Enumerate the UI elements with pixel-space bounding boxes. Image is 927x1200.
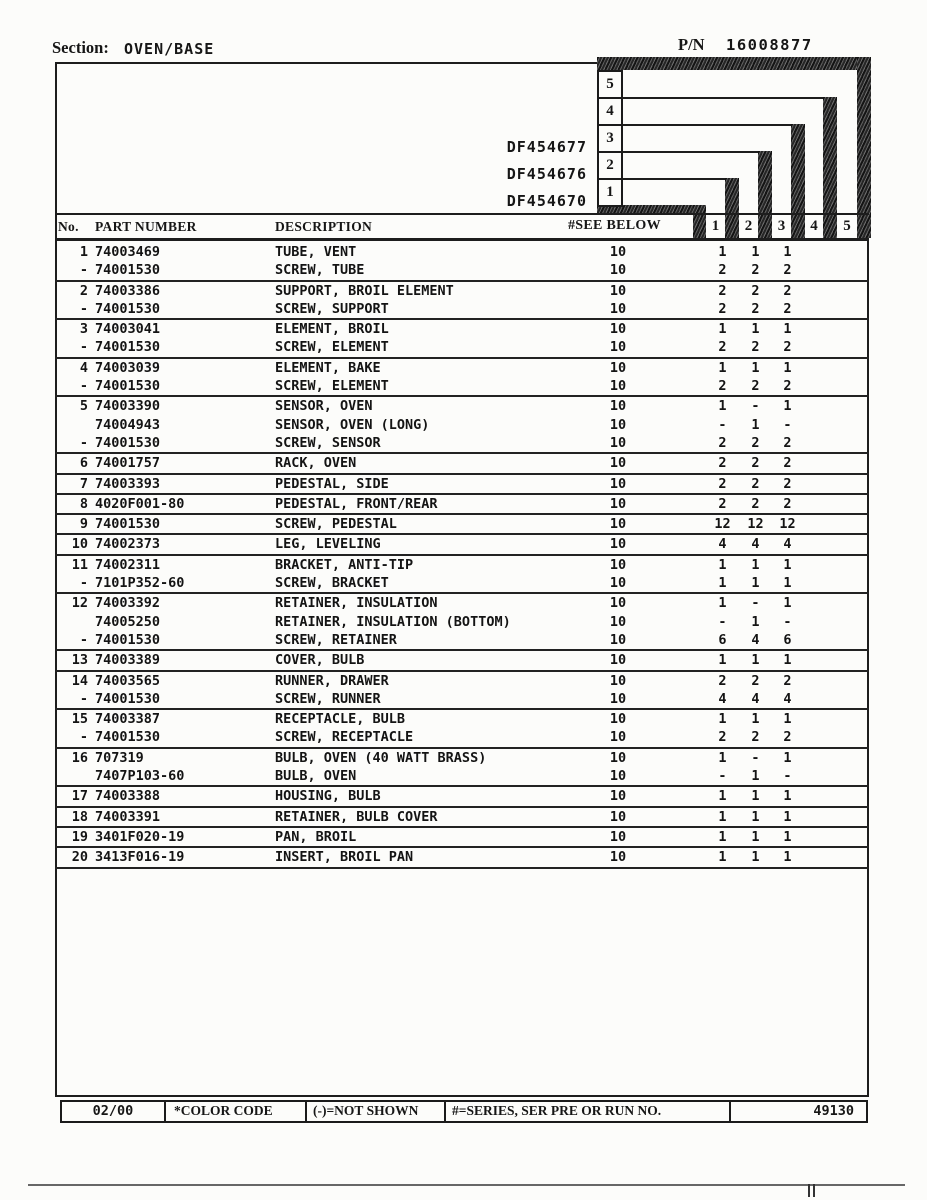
cell-desc: SCREW, BRACKET [275,575,389,592]
table-row [55,828,869,848]
cell-no: - [79,575,88,592]
cell-no: - [79,631,88,648]
table-row [55,454,869,474]
cell-desc: SCREW, RECEPTACLE [275,729,414,746]
cell-q3: 1 [783,849,792,866]
footer-doc-code: 49130 [729,1102,866,1121]
cell-q3: 1 [783,556,792,573]
table-row [55,377,869,397]
cell-desc: BRACKET, ANTI-TIP [275,556,414,573]
cell-desc: HOUSING, BULB [275,788,381,805]
cell-q2: - [751,595,760,612]
section-label: Section: [52,38,109,57]
cell-see: 10 [609,359,627,376]
cell-no: 5 [79,398,88,415]
cell-q2: 1 [751,828,760,845]
cell-no: 15 [71,711,88,728]
table-row [55,359,869,377]
parts-rows [55,243,869,869]
cell-see: 10 [609,556,627,573]
table-row [55,631,869,651]
cell-no: 13 [71,652,88,669]
cell-part: 4020F001-80 [95,495,185,512]
cell-part: 74003039 [95,359,161,376]
cell-q3: 12 [779,516,796,533]
cell-q2: 2 [751,729,760,746]
cell-no: 7 [79,475,88,492]
cell-see: 10 [609,690,627,707]
cell-q2: 2 [751,262,760,279]
cell-see: 10 [609,244,627,260]
cell-part: 74003469 [95,244,161,260]
cell-see: 10 [609,536,627,553]
cell-q2: 12 [747,516,764,533]
part-number-label: P/N [678,35,705,54]
cell-see: 10 [609,749,627,766]
ladder-box-5: 5 [597,70,623,99]
cell-q2: 1 [751,416,760,433]
col-header-part: PART NUMBER [95,219,197,234]
cell-q3: - [783,768,792,785]
cell-q1: 2 [718,455,727,472]
cell-desc: RETAINER, INSULATION [275,595,438,612]
cell-see: 10 [609,595,627,612]
model-number: DF454670 [506,192,587,210]
bracket-3-horizontal [623,124,805,126]
table-row [55,338,869,358]
table-row [55,495,869,515]
cell-no: 20 [71,849,88,866]
cell-q3: 2 [783,378,792,395]
cell-q1: - [718,768,727,785]
ladder-box-1: 1 [597,178,623,207]
cell-part: 7407P103-60 [95,768,185,785]
bracket-1-horizontal [623,178,739,180]
cell-q3: 2 [783,729,792,746]
cell-desc: PEDESTAL, FRONT/REAR [275,495,438,512]
cell-q1: 1 [718,849,727,866]
cell-see: 10 [609,262,627,279]
cell-q1: 1 [718,359,727,376]
cell-see: 10 [609,398,627,415]
cell-desc: BULB, OVEN [275,768,357,785]
bracket-2-horizontal [623,151,772,153]
see-below-stub [693,205,706,238]
cell-q3: 1 [783,321,792,338]
cell-q1: 1 [718,788,727,805]
col-header-4: 4 [810,218,818,234]
cell-no: 8 [79,495,88,512]
cell-desc: PEDESTAL, SIDE [275,475,389,492]
cell-see: 10 [609,339,627,356]
cell-part: 74003388 [95,788,161,805]
cell-see: 10 [609,652,627,669]
part-number-value: 16008877 [726,36,813,54]
cell-q1: 2 [718,475,727,492]
col-header-desc: DESCRIPTION [275,219,373,234]
cell-see: 10 [609,475,627,492]
model-number: DF454676 [506,165,587,183]
cell-no: 6 [79,455,88,472]
cell-part: 74002311 [95,556,161,573]
table-row [55,808,869,828]
cell-no: 3 [79,321,88,338]
cell-q2: 2 [751,475,760,492]
cell-part: 74001530 [95,516,161,533]
cell-no: 18 [71,808,88,825]
cell-part: 74003387 [95,711,161,728]
cell-part: 74001530 [95,378,161,395]
cell-desc: SENSOR, OVEN (LONG) [275,416,430,433]
cell-q1: 2 [718,339,727,356]
cell-no: - [79,262,88,279]
cell-no: 16 [71,749,88,766]
cell-q3: 1 [783,652,792,669]
bracket-4-vertical [823,97,837,238]
table-row [55,710,869,728]
cell-see: 10 [609,321,627,338]
col-header-1: 1 [711,218,720,234]
table-row [55,320,869,338]
cell-desc: SUPPORT, BROIL ELEMENT [275,282,454,299]
table-row [55,574,869,594]
section-value: OVEN/BASE [124,40,215,58]
cell-part: 3413F016-19 [95,849,185,866]
cell-q2: 2 [751,434,760,451]
cell-desc: SCREW, RUNNER [275,690,381,707]
cell-see: 10 [609,455,627,472]
cell-part: 74004943 [95,416,161,433]
cell-desc: SCREW, PEDESTAL [275,516,397,533]
cell-q1: 1 [718,749,727,766]
cell-part: 74003390 [95,398,161,415]
cell-q3: 1 [783,359,792,376]
table-border-top [55,62,599,64]
cell-see: 10 [609,416,627,433]
cell-q3: 2 [783,339,792,356]
cell-no: - [79,339,88,356]
cell-part: 74001530 [95,631,161,648]
cell-part: 74003565 [95,672,161,689]
cell-q1: 1 [718,595,727,612]
cell-desc: RETAINER, BULB COVER [275,808,438,825]
cell-q3: 2 [783,672,792,689]
cell-q1: 1 [718,244,727,260]
cell-see: 10 [609,828,627,845]
table-row [55,515,869,535]
cell-q1: 1 [718,828,727,845]
cell-q3: 2 [783,495,792,512]
cell-see: 10 [609,672,627,689]
cell-q3: - [783,416,792,433]
footer-date: 02/00 [92,1103,134,1119]
cell-desc: SCREW, ELEMENT [275,378,389,395]
cell-q2: 1 [751,575,760,592]
cell-part: 74003389 [95,652,161,669]
cell-q2: 2 [751,300,760,317]
cell-no: - [79,729,88,746]
cell-q2: 2 [751,495,760,512]
cell-q3: 1 [783,711,792,728]
cell-see: 10 [609,631,627,648]
table-row [55,848,869,868]
cell-part: 74001530 [95,434,161,451]
cell-part: 74001530 [95,262,161,279]
cell-no: 10 [71,536,88,553]
cell-q1: 1 [718,711,727,728]
cell-desc: INSERT, BROIL PAN [275,849,414,866]
cell-q3: 1 [783,244,792,260]
cell-see: 10 [609,495,627,512]
cell-desc: LEG, LEVELING [275,536,381,553]
cell-no: 11 [71,556,88,573]
bracket-4-horizontal [623,97,837,99]
cell-q1: 12 [714,516,731,533]
cell-desc: SENSOR, OVEN [275,398,373,415]
cell-desc: RUNNER, DRAWER [275,672,389,689]
table-row [55,416,869,434]
cell-desc: BULB, OVEN (40 WATT BRASS) [275,749,487,766]
cell-q1: 1 [718,808,727,825]
cell-q1: 2 [718,378,727,395]
scan-artifact-tick [808,1184,810,1197]
table-row [55,282,869,300]
table-row [55,787,869,807]
cell-desc: RECEPTACLE, BULB [275,711,406,728]
cell-see: 10 [609,282,627,299]
cell-no: 4 [79,359,88,376]
cell-see: 10 [609,613,627,630]
cell-q1: 2 [718,672,727,689]
cell-desc: RETAINER, INSULATION (BOTTOM) [275,613,511,630]
cell-q1: 1 [718,556,727,573]
cell-part: 74001757 [95,455,161,472]
footer-bar [60,1100,868,1123]
cell-see: 10 [609,788,627,805]
cell-see: 10 [609,729,627,746]
col-header-2: 2 [744,218,753,234]
bracket-1-vertical [725,178,739,238]
cell-q2: - [751,749,760,766]
cell-part: 74003386 [95,282,161,299]
cell-part: 707319 [95,749,144,766]
cell-q2: 4 [751,536,760,553]
table-row [55,690,869,710]
cell-q2: 1 [751,788,760,805]
footer-series-note: #=SERIES, SER PRE OR RUN NO. [444,1102,729,1121]
cell-q1: 6 [718,631,727,648]
cell-no: 14 [71,672,88,689]
cell-no: 1 [79,244,88,260]
cell-q3: 2 [783,455,792,472]
cell-q2: 1 [751,556,760,573]
cell-see: 10 [609,434,627,451]
footer-color-code: *COLOR CODE [164,1102,305,1121]
cell-part: 74005250 [95,613,161,630]
cell-q2: 4 [751,631,760,648]
cell-q2: 2 [751,282,760,299]
ladder-box-4: 4 [597,97,623,126]
cell-part: 74001530 [95,690,161,707]
col-header-see-below: #SEE BELOW [568,218,661,233]
cell-part: 74001530 [95,339,161,356]
cell-q3: 1 [783,749,792,766]
cell-q1: 1 [718,398,727,415]
col-header-no: No. [58,219,79,234]
cell-q1: 1 [718,652,727,669]
cell-q2: 1 [751,613,760,630]
cell-q3: 2 [783,282,792,299]
ladder-box-3: 3 [597,124,623,153]
cell-q1: - [718,416,727,433]
cell-q2: 2 [751,339,760,356]
footer-not-shown: (-)=NOT SHOWN [305,1102,444,1121]
cell-desc: COVER, BULB [275,652,365,669]
cell-part: 74001530 [95,300,161,317]
cell-q3: 2 [783,475,792,492]
cell-q1: 4 [718,536,727,553]
col-header-3: 3 [777,218,786,234]
model-number: DF454677 [506,138,587,156]
cell-desc: PAN, BROIL [275,828,357,845]
cell-see: 10 [609,378,627,395]
table-row [55,749,869,767]
cell-part: 74003041 [95,321,161,338]
cell-q1: 2 [718,495,727,512]
cell-q1: 2 [718,262,727,279]
cell-q2: 1 [751,652,760,669]
table-row [55,535,869,555]
cell-no: 19 [71,828,88,845]
cell-q2: 4 [751,690,760,707]
cell-desc: RACK, OVEN [275,455,357,472]
cell-q2: 1 [751,359,760,376]
table-border-bottom [55,1095,869,1097]
cell-no: 2 [79,282,88,299]
cell-q1: 2 [718,300,727,317]
bracket-3-vertical [791,124,805,238]
cell-no: 12 [71,595,88,612]
cell-q2: 1 [751,808,760,825]
cell-no: 17 [71,788,88,805]
table-row [55,651,869,671]
table-row [55,728,869,748]
cell-part: 74003393 [95,475,161,492]
cell-part: 74002373 [95,536,161,553]
table-row [55,475,869,495]
cell-see: 10 [609,300,627,317]
cell-desc: TUBE, VENT [275,244,357,260]
cell-no: - [79,434,88,451]
bracket-5-vertical [857,57,871,238]
cell-q3: 4 [783,690,792,707]
bracket-2-vertical [758,151,772,238]
cell-q2: 1 [751,321,760,338]
cell-q3: 2 [783,300,792,317]
cell-see: 10 [609,808,627,825]
bracket-5-horizontal [597,57,871,70]
cell-q3: 1 [783,575,792,592]
cell-desc: ELEMENT, BAKE [275,359,381,376]
table-row [55,672,869,690]
cell-desc: SCREW, SENSOR [275,434,381,451]
cell-q3: 2 [783,262,792,279]
table-row [55,397,869,415]
cell-q2: 1 [751,849,760,866]
table-row [55,300,869,320]
cell-part: 74001530 [95,729,161,746]
cell-see: 10 [609,711,627,728]
cell-part: 74003392 [95,595,161,612]
cell-q2: 2 [751,455,760,472]
cell-q3: - [783,613,792,630]
table-row [55,261,869,281]
cell-desc: SCREW, TUBE [275,262,365,279]
cell-desc: ELEMENT, BROIL [275,321,389,338]
cell-no: - [79,690,88,707]
cell-no: - [79,300,88,317]
cell-no: 9 [79,516,88,533]
cell-q2: 1 [751,768,760,785]
cell-part: 7101P352-60 [95,575,185,592]
scan-artifact-tick [813,1184,815,1197]
cell-q1: 2 [718,729,727,746]
cell-no: - [79,378,88,395]
cell-q1: 2 [718,434,727,451]
cell-q3: 1 [783,828,792,845]
cell-q3: 1 [783,398,792,415]
cell-q2: 1 [751,711,760,728]
cell-part: 74003391 [95,808,161,825]
table-row [55,613,869,631]
table-row [55,434,869,454]
cell-desc: SCREW, RETAINER [275,631,397,648]
cell-q1: 1 [718,321,727,338]
cell-q3: 1 [783,595,792,612]
cell-see: 10 [609,516,627,533]
col-header-5: 5 [843,218,851,234]
scan-artifact-line [28,1184,905,1186]
cell-desc: SCREW, SUPPORT [275,300,389,317]
table-row [55,556,869,574]
header-row-bottom-line [55,238,869,241]
cell-see: 10 [609,849,627,866]
table-row [55,594,869,612]
table-row [55,243,869,261]
cell-part: 3401F020-19 [95,828,185,845]
cell-q2: 2 [751,378,760,395]
cell-see: 10 [609,575,627,592]
cell-q2: 2 [751,672,760,689]
cell-q3: 1 [783,808,792,825]
cell-q1: 4 [718,690,727,707]
ladder-box-2: 2 [597,151,623,180]
cell-q3: 6 [783,631,792,648]
cell-desc: SCREW, ELEMENT [275,339,389,356]
cell-q3: 4 [783,536,792,553]
cell-q2: 1 [751,244,760,260]
cell-see: 10 [609,768,627,785]
cell-q1: - [718,613,727,630]
cell-q2: - [751,398,760,415]
cell-q1: 2 [718,282,727,299]
cell-q3: 2 [783,434,792,451]
table-row [55,767,869,787]
cell-q3: 1 [783,788,792,805]
cell-q1: 1 [718,575,727,592]
